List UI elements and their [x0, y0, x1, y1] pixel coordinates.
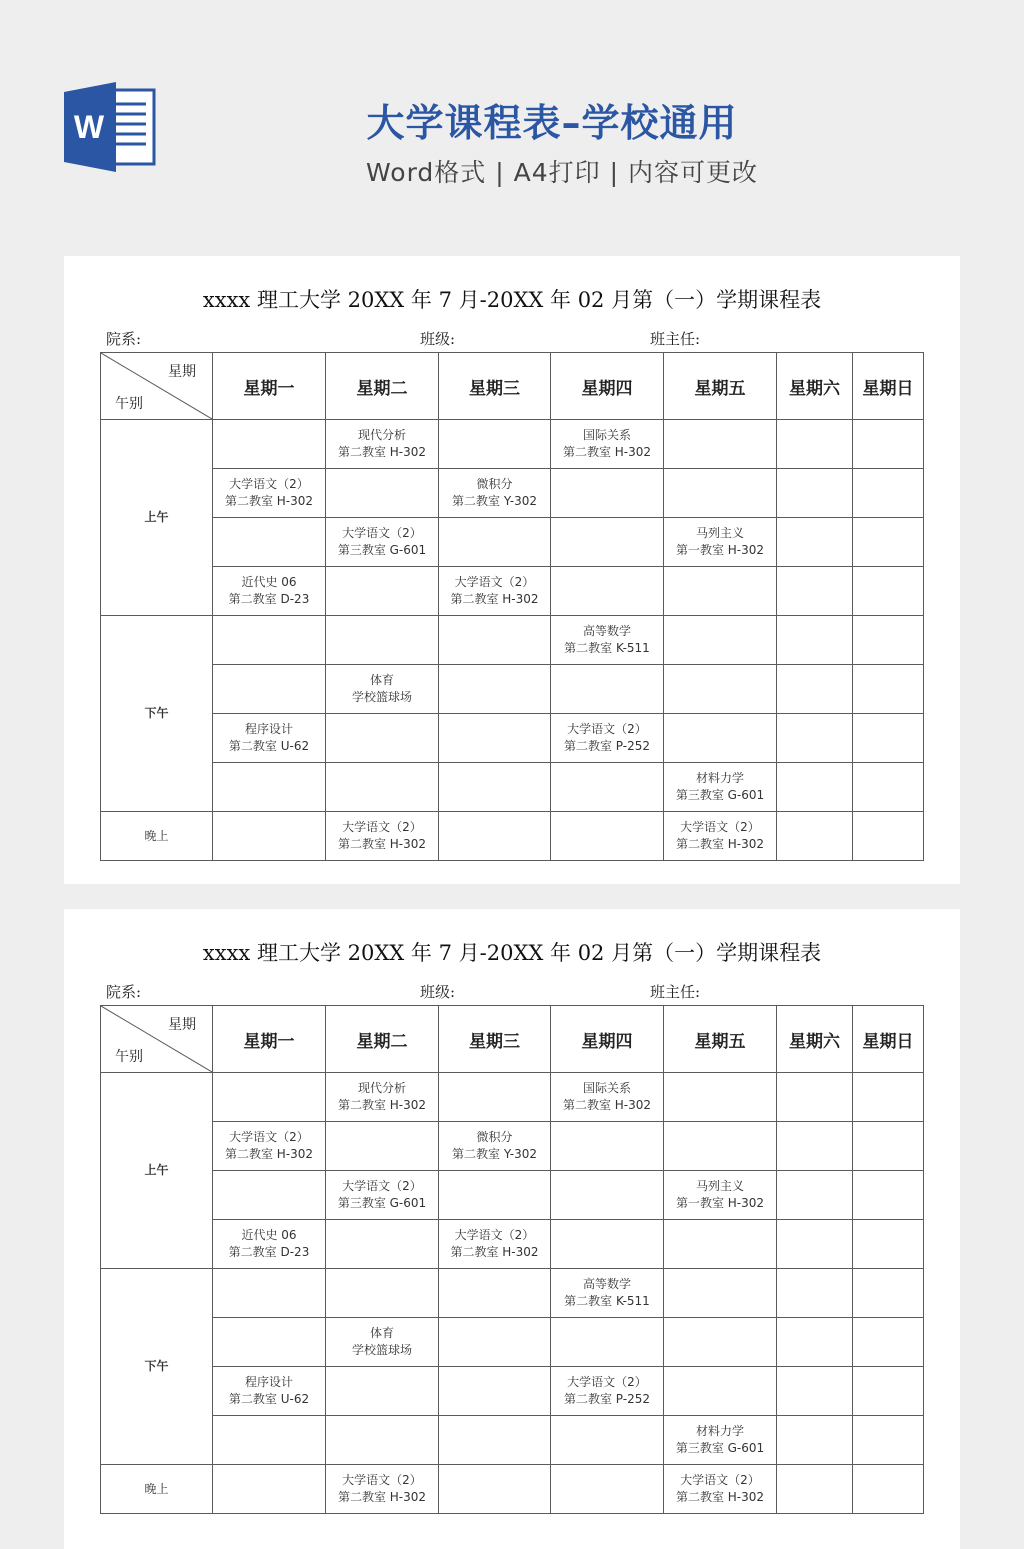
schedule-cell — [664, 1465, 777, 1514]
schedule-cell — [439, 1465, 551, 1514]
schedule-cell — [213, 1416, 326, 1465]
schedule-cell — [853, 1220, 924, 1269]
course-name: 大学语文（2） — [342, 526, 422, 540]
schedule-cell — [853, 665, 924, 714]
course-name: 材料力学 — [695, 1424, 744, 1438]
schedule-cell — [777, 1073, 853, 1122]
course-room: 第一教室 H-302 — [675, 543, 765, 557]
course-room: 第二教室 H-302 — [337, 445, 427, 459]
course-room: 第一教室 H-302 — [675, 1196, 765, 1210]
schedule-cell — [439, 469, 551, 518]
day-header: 星期二 — [326, 1006, 439, 1073]
schedule-cell — [664, 469, 777, 518]
schedule-cell — [439, 1073, 551, 1122]
day-header: 星期四 — [551, 1006, 664, 1073]
schedule-cell — [853, 1269, 924, 1318]
schedule-cell — [326, 1318, 439, 1367]
table-row — [101, 1122, 924, 1171]
schedule-cell — [213, 812, 326, 861]
schedule-cell — [326, 714, 439, 763]
table-row — [101, 1465, 924, 1514]
course-name: 体育 — [369, 673, 394, 687]
schedule-cell — [551, 1220, 664, 1269]
schedule-cell — [213, 1122, 326, 1171]
schedule-cell — [853, 567, 924, 616]
table-row — [101, 1416, 924, 1465]
course-name: 大学语文（2） — [567, 1375, 647, 1389]
corner-period-label: 午别 — [115, 396, 143, 412]
schedule-cell — [213, 420, 326, 469]
schedule-cell — [439, 1269, 551, 1318]
class-label: 班级: — [420, 983, 456, 1001]
schedule-cell — [664, 518, 777, 567]
day-header: 星期一 — [213, 1006, 326, 1073]
course-room: 第二教室 K-511 — [564, 641, 650, 655]
period-afternoon: 下午 — [101, 616, 213, 812]
schedule-cell — [853, 616, 924, 665]
schedule-cell — [551, 1416, 664, 1465]
schedule-cell — [551, 1465, 664, 1514]
schedule-cell — [777, 1171, 853, 1220]
schedule-cell — [664, 1318, 777, 1367]
schedule-cell — [326, 420, 439, 469]
head-teacher-label: 班主任: — [650, 983, 701, 1001]
schedule-cell — [439, 1318, 551, 1367]
header-row — [101, 353, 924, 420]
schedule-cell — [777, 714, 853, 763]
period-evening: 晚上 — [101, 1465, 213, 1514]
schedule-cell — [551, 1073, 664, 1122]
document-title: xxxx 理工大学 20XX 年 7 月-20XX 年 02 月第（一）学期课程表 — [202, 941, 822, 965]
schedule-cell — [551, 1171, 664, 1220]
course-room: 第二教室 P-252 — [563, 739, 651, 753]
course-name: 大学语文（2） — [342, 1473, 422, 1487]
schedule-cell — [326, 469, 439, 518]
schedule-cell — [439, 1171, 551, 1220]
day-header: 星期五 — [664, 1006, 777, 1073]
period-morning: 上午 — [101, 420, 213, 616]
schedule-cell — [326, 665, 439, 714]
table-row — [101, 1171, 924, 1220]
schedule-cell — [326, 763, 439, 812]
course-name: 体育 — [369, 1326, 394, 1340]
schedule-cell — [213, 567, 326, 616]
course-room: 第二教室 H-302 — [224, 494, 314, 508]
schedule-cell — [551, 616, 664, 665]
day-header: 星期六 — [777, 1006, 853, 1073]
day-header: 星期一 — [213, 353, 326, 420]
page-header — [0, 0, 1024, 240]
department-label: 院系: — [106, 983, 142, 1001]
schedule-cell — [777, 1220, 853, 1269]
schedule-cell — [664, 567, 777, 616]
schedule-cell — [777, 420, 853, 469]
schedule-cell — [853, 1122, 924, 1171]
course-room: 第三教室 G-601 — [675, 788, 765, 802]
schedule-cell — [213, 1171, 326, 1220]
schedule-cell — [326, 1367, 439, 1416]
corner-day-label: 星期 — [168, 364, 196, 380]
schedule-cell — [777, 616, 853, 665]
course-name: 大学语文（2） — [229, 477, 309, 491]
corner-cell — [101, 1006, 213, 1073]
day-header: 星期五 — [664, 353, 777, 420]
schedule-cell — [326, 1073, 439, 1122]
schedule-cell — [777, 763, 853, 812]
table-row — [101, 1269, 924, 1318]
course-name: 大学语文（2） — [229, 1130, 309, 1144]
schedule-cell — [439, 812, 551, 861]
course-name: 大学语文（2） — [680, 820, 760, 834]
schedule-cell — [853, 1367, 924, 1416]
schedule-cell — [213, 518, 326, 567]
schedule-cell — [326, 1416, 439, 1465]
corner-period-label: 午别 — [115, 1049, 143, 1065]
timetable-card-1 — [64, 256, 960, 884]
schedule-cell — [777, 1318, 853, 1367]
schedule-cell — [213, 714, 326, 763]
schedule-cell — [439, 1122, 551, 1171]
schedule-cell — [777, 1269, 853, 1318]
schedule-cell — [326, 518, 439, 567]
schedule-cell — [551, 1318, 664, 1367]
schedule-cell — [439, 616, 551, 665]
schedule-cell — [664, 1416, 777, 1465]
course-name: 大学语文（2） — [680, 1473, 760, 1487]
schedule-cell — [853, 714, 924, 763]
schedule-cell — [664, 1367, 777, 1416]
course-name: 材料力学 — [695, 771, 744, 785]
course-room: 第二教室 U-62 — [228, 739, 310, 753]
day-header: 星期日 — [853, 1006, 924, 1073]
schedule-cell — [213, 665, 326, 714]
day-header: 星期三 — [439, 353, 551, 420]
schedule-cell — [326, 812, 439, 861]
course-room: 第二教室 H-302 — [675, 1490, 765, 1504]
schedule-cell — [853, 1073, 924, 1122]
course-name: 高等数学 — [582, 1277, 631, 1291]
course-room: 第三教室 G-601 — [675, 1441, 765, 1455]
schedule-cell — [326, 616, 439, 665]
head-teacher-label: 班主任: — [650, 330, 701, 348]
schedule-cell — [439, 763, 551, 812]
schedule-cell — [777, 1465, 853, 1514]
timetable-card-2 — [64, 909, 960, 1549]
schedule-cell — [326, 567, 439, 616]
course-name: 马列主义 — [695, 526, 744, 540]
day-header: 星期二 — [326, 353, 439, 420]
schedule-cell — [439, 1367, 551, 1416]
schedule-cell — [664, 1073, 777, 1122]
period-morning: 上午 — [101, 1073, 213, 1269]
schedule-cell — [213, 1465, 326, 1514]
course-name: 大学语文（2） — [454, 1228, 535, 1242]
day-header: 星期六 — [777, 353, 853, 420]
course-room: 学校篮球场 — [351, 1343, 412, 1357]
schedule-cell — [439, 1220, 551, 1269]
corner-cell — [101, 353, 213, 420]
period-afternoon: 下午 — [101, 1269, 213, 1465]
period-evening: 晚上 — [101, 812, 213, 861]
schedule-cell — [551, 665, 664, 714]
schedule-cell — [326, 1220, 439, 1269]
schedule-cell — [551, 518, 664, 567]
schedule-table — [100, 352, 924, 861]
course-room: 第二教室 H-302 — [337, 1098, 427, 1112]
course-room: 第二教室 D-23 — [228, 1245, 310, 1259]
schedule-cell — [853, 1416, 924, 1465]
schedule-cell — [439, 420, 551, 469]
course-room: 第二教室 K-511 — [564, 1294, 650, 1308]
course-name: 马列主义 — [695, 1179, 744, 1193]
schedule-cell — [777, 1367, 853, 1416]
course-room: 第三教室 G-601 — [337, 543, 427, 557]
table-row — [101, 518, 924, 567]
course-name: 微积分 — [476, 477, 513, 491]
table-row — [101, 1220, 924, 1269]
course-name: 大学语文（2） — [342, 820, 422, 834]
schedule-cell — [551, 469, 664, 518]
schedule-cell — [664, 665, 777, 714]
table-row — [101, 665, 924, 714]
schedule-cell — [664, 1220, 777, 1269]
course-room: 第二教室 H-302 — [675, 837, 765, 851]
word-logo-letter: W — [73, 109, 105, 145]
course-room: 第二教室 Y-302 — [452, 1147, 537, 1161]
page-title: 大学课程表–学校通用 — [366, 101, 738, 145]
schedule-cell — [777, 469, 853, 518]
course-name: 高等数学 — [582, 624, 631, 638]
course-room: 学校篮球场 — [351, 690, 412, 704]
schedule-cell — [853, 1171, 924, 1220]
department-label: 院系: — [106, 330, 142, 348]
schedule-cell — [213, 763, 326, 812]
document-title: xxxx 理工大学 20XX 年 7 月-20XX 年 02 月第（一）学期课程表 — [202, 288, 822, 312]
course-name: 程序设计 — [244, 1375, 293, 1389]
schedule-cell — [551, 1122, 664, 1171]
course-name: 现代分析 — [357, 428, 406, 442]
schedule-cell — [439, 714, 551, 763]
schedule-cell — [853, 518, 924, 567]
schedule-cell — [853, 763, 924, 812]
schedule-cell — [664, 763, 777, 812]
course-name: 国际关系 — [582, 428, 631, 442]
schedule-cell — [213, 1318, 326, 1367]
table-row — [101, 1073, 924, 1122]
table-row — [101, 714, 924, 763]
course-name: 大学语文（2） — [454, 575, 535, 589]
schedule-cell — [326, 1269, 439, 1318]
table-row — [101, 567, 924, 616]
schedule-cell — [777, 1416, 853, 1465]
schedule-cell — [213, 1220, 326, 1269]
schedule-cell — [853, 812, 924, 861]
course-room: 第二教室 H-302 — [337, 837, 427, 851]
schedule-cell — [664, 1269, 777, 1318]
table-row — [101, 420, 924, 469]
corner-day-label: 星期 — [168, 1017, 196, 1033]
schedule-cell — [664, 812, 777, 861]
schedule-cell — [551, 714, 664, 763]
course-name: 近代史 06 — [241, 1228, 297, 1242]
course-room: 第二教室 H-302 — [450, 592, 539, 606]
schedule-cell — [853, 1465, 924, 1514]
schedule-cell — [777, 665, 853, 714]
schedule-cell — [213, 469, 326, 518]
schedule-cell — [439, 665, 551, 714]
course-room: 第二教室 U-62 — [228, 1392, 310, 1406]
course-name: 大学语文（2） — [567, 722, 647, 736]
page-subtitle: Word格式 | A4打印 | 内容可更改 — [366, 158, 758, 187]
table-row — [101, 469, 924, 518]
course-name: 程序设计 — [244, 722, 293, 736]
schedule-cell — [664, 616, 777, 665]
schedule-cell — [664, 1122, 777, 1171]
schedule-cell — [326, 1122, 439, 1171]
schedule-cell — [213, 1367, 326, 1416]
course-name: 现代分析 — [357, 1081, 406, 1095]
schedule-cell — [439, 1416, 551, 1465]
course-room: 第二教室 H-302 — [562, 1098, 652, 1112]
schedule-cell — [213, 1269, 326, 1318]
schedule-cell — [326, 1465, 439, 1514]
schedule-cell — [551, 1269, 664, 1318]
course-room: 第二教室 H-302 — [562, 445, 652, 459]
schedule-cell — [439, 518, 551, 567]
course-room: 第二教室 H-302 — [337, 1490, 427, 1504]
table-row — [101, 1318, 924, 1367]
schedule-cell — [551, 567, 664, 616]
schedule-cell — [213, 1073, 326, 1122]
header-row — [101, 1006, 924, 1073]
schedule-cell — [853, 469, 924, 518]
course-room: 第二教室 Y-302 — [452, 494, 537, 508]
schedule-cell — [439, 567, 551, 616]
schedule-cell — [664, 714, 777, 763]
course-room: 第三教室 G-601 — [337, 1196, 427, 1210]
schedule-cell — [551, 420, 664, 469]
schedule-cell — [777, 518, 853, 567]
day-header: 星期三 — [439, 1006, 551, 1073]
schedule-cell — [777, 1122, 853, 1171]
course-room: 第二教室 H-302 — [224, 1147, 314, 1161]
course-room: 第二教室 D-23 — [228, 592, 310, 606]
course-name: 大学语文（2） — [342, 1179, 422, 1193]
schedule-cell — [853, 420, 924, 469]
course-room: 第二教室 P-252 — [563, 1392, 651, 1406]
table-row — [101, 616, 924, 665]
course-name: 近代史 06 — [241, 575, 297, 589]
schedule-cell — [326, 1171, 439, 1220]
course-name: 国际关系 — [582, 1081, 631, 1095]
schedule-cell — [664, 420, 777, 469]
schedule-cell — [213, 616, 326, 665]
course-name: 微积分 — [476, 1130, 513, 1144]
schedule-cell — [551, 763, 664, 812]
table-row — [101, 763, 924, 812]
schedule-table — [100, 1005, 924, 1514]
schedule-cell — [777, 567, 853, 616]
course-room: 第二教室 H-302 — [450, 1245, 539, 1259]
table-row — [101, 812, 924, 861]
schedule-cell — [551, 1367, 664, 1416]
schedule-cell — [664, 1171, 777, 1220]
day-header: 星期四 — [551, 353, 664, 420]
schedule-cell — [777, 812, 853, 861]
class-label: 班级: — [420, 330, 456, 348]
day-header: 星期日 — [853, 353, 924, 420]
schedule-cell — [853, 1318, 924, 1367]
table-row — [101, 1367, 924, 1416]
schedule-cell — [551, 812, 664, 861]
